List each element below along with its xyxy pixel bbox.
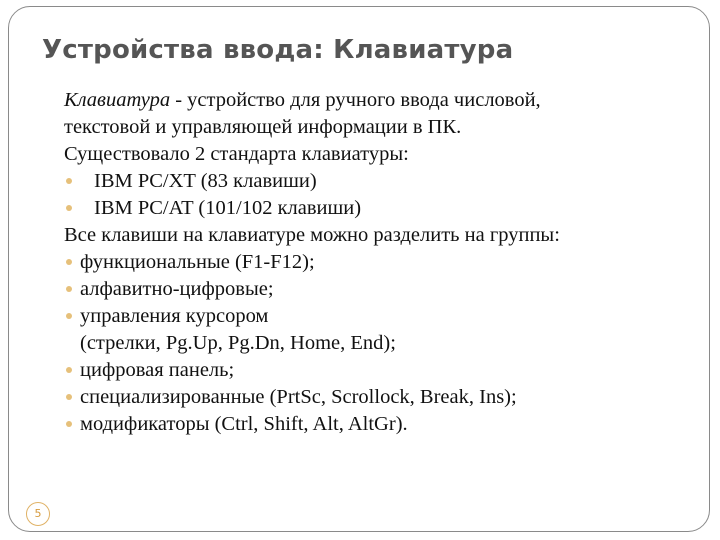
definition-line-1 (64, 87, 704, 114)
slide-body (64, 87, 704, 438)
list-item-group-cursor-detail: (стрелки, Pg.Up, Pg.Dn, Home, End); (80, 332, 396, 354)
list-item-standard-at (64, 195, 704, 222)
list-item-group-functional (64, 249, 704, 276)
list-item-label: модификаторы (Ctrl, Shift, Alt, AltGr). (80, 413, 408, 435)
bullet-icon (66, 178, 72, 184)
list-item-label: IBM PC/XT (83 клавиши) (94, 170, 317, 192)
slide (8, 6, 710, 532)
bullet-icon (66, 367, 72, 373)
bullet-icon (66, 421, 72, 427)
list-item-standard-xt (64, 168, 704, 195)
bullet-icon (66, 313, 72, 319)
standards-intro: Существовало 2 стандарта клавиатуры: (64, 143, 409, 165)
list-item-label: специализированные (PrtSc, Scrollock, Break, Ins); (80, 386, 517, 408)
list-item-label: алфавитно-цифровые; (80, 278, 274, 300)
slide-title: Устройства ввода: Клавиатура (42, 35, 514, 65)
list-item-group-special (64, 384, 704, 411)
page-number-badge: 5 (26, 502, 50, 526)
definition-line-2: текстовой и управляющей информации в ПК. (64, 116, 462, 138)
bullet-icon (66, 259, 72, 265)
list-item-group-alphanumeric (64, 276, 704, 303)
definition-text: - устройство для ручного ввода числовой, (170, 89, 541, 111)
list-item-label: управления курсором (80, 305, 269, 327)
groups-intro: Все клавиши на клавиатуре можно разделить на группы: (64, 224, 560, 246)
list-item-group-numpad (64, 357, 704, 384)
bullet-icon (66, 286, 72, 292)
list-item-group-modifiers (64, 411, 704, 438)
list-item-label: IBM PC/AT (101/102 клавиши) (94, 197, 362, 219)
definition-term: Клавиатура (64, 89, 171, 111)
bullet-icon (66, 205, 72, 211)
list-item-label: функциональные (F1-F12); (80, 251, 315, 273)
bullet-icon (66, 394, 72, 400)
list-item-group-cursor (64, 303, 704, 330)
list-item-label: цифровая панель; (80, 359, 235, 381)
